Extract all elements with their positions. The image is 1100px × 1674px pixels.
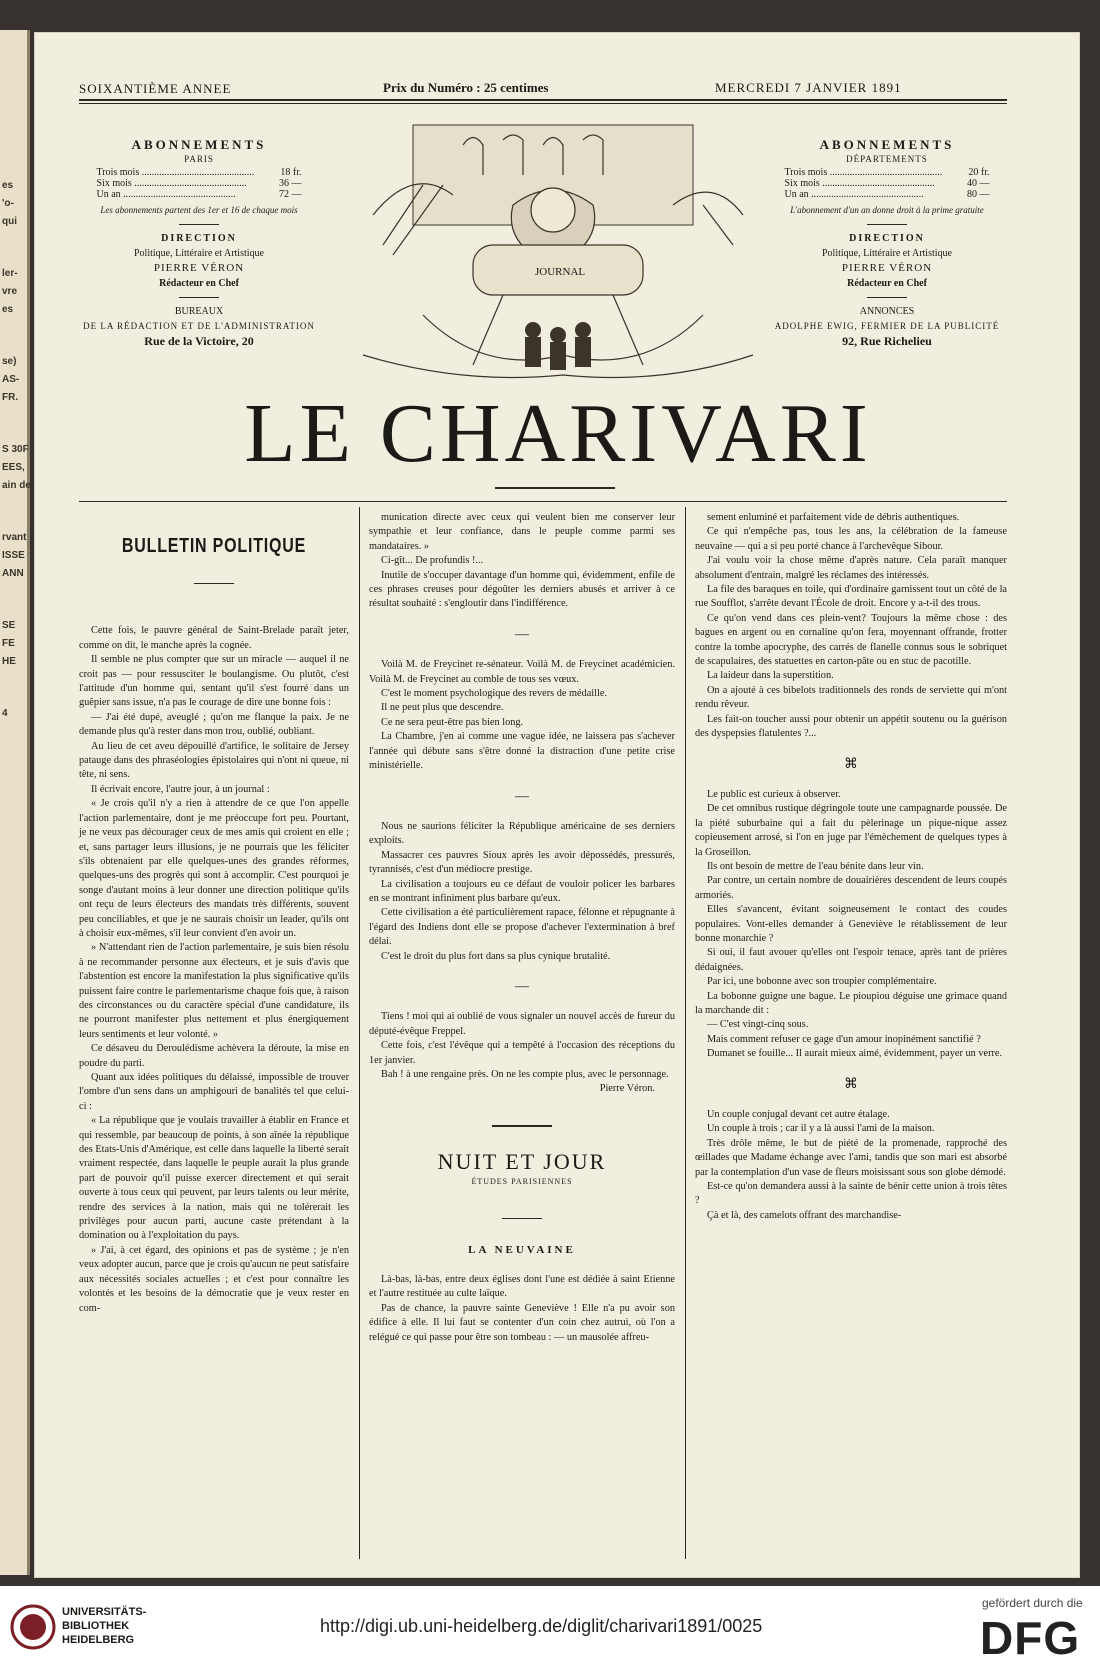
spine-fragment: 4 (2, 708, 8, 719)
signature: Pierre Véron. (599, 1083, 655, 1095)
article-paragraph: Elles s'avancent, évitant soigneusement le contact des coudes populaires. Vont-elles demander à Geneviève le rétablissement de leur bonne monarchie ? (695, 904, 1007, 944)
article-title: LA NEUVAINE (468, 1243, 576, 1256)
article-paragraph: munication directe avec ceux qui veulent bien me conserver leur sympathie et leur confiance, dans le peuple comme parmi ses mandataires. » (369, 512, 675, 552)
left-editor-role: Rédacteur en Chef (159, 278, 239, 289)
spine-fragment: rvant (2, 532, 27, 543)
spine-fragment: SE (2, 620, 16, 631)
right-row-1: Trois mois ..... 20 fr. (785, 167, 990, 178)
left-note: Les abonnements partent des 1er et 16 de chaque mois (100, 205, 298, 215)
left-dir-desc: Politique, Littéraire et Artistique (134, 248, 264, 259)
article-paragraph: Il écrivait encore, l'autre jour, à un journal : (91, 783, 270, 795)
right-address: 92, Rue Richelieu (842, 334, 932, 348)
date-label: MERCREDI 7 JANVIER 1891 (715, 80, 902, 95)
left-bureaux: BUREAUX (174, 306, 224, 317)
article-paragraph: Ils ont besoin de mettre de l'eau bénite dans leur vin. (707, 860, 924, 872)
article-paragraph: C'est le droit du plus fort dans sa plus cynique brutalité. (381, 950, 611, 962)
previous-page-edge (0, 30, 30, 1575)
footer-bar (0, 1586, 1100, 1674)
article-paragraph: Pas de chance, la pauvre sainte Geneviève ! Elle n'a pu avoir son édifice à elle. Il lui faut se contenter d'un coin chez autrui, où l'on a relégué ce qui passe pour être son tombeau : — un mausolée affreu- (369, 1302, 675, 1343)
article-paragraph: Ce ne sera peut-être pas bien long. (381, 716, 524, 728)
university-seal-icon (10, 1604, 56, 1650)
article-paragraph: Ce qu'on vend dans ces plein-vent? Toujours la même chose : des bagues en argent ou en cornaline qu'on fera, moyennant offrande, frotter contre la tombe apocryphe, des carrés de flanelle connus sous le sobriquet de scapulaires, des statuettes en carton-pâte ou en stuc de pacotille. (695, 612, 1007, 668)
spine-fragment: ain de (2, 480, 31, 491)
article-paragraph: Ce désaveu du Deroulédisme achèvera la déroute, la mise en poudre du parti. (79, 1043, 349, 1069)
article-paragraph: Bah ! à une rengaine près. On ne les compte plus, avec le personnage. (381, 1069, 669, 1080)
title-rule (79, 501, 1007, 502)
left-row-3: Un an ..... 72 — (97, 189, 302, 200)
right-abonnements-heading: ABONNEMENTS (819, 137, 955, 152)
article-paragraph: Massacrer ces pauvres Sioux après les avoir dépossédés, pressurés, tyrannisés, c'est d'un médiocre prestige. (369, 849, 675, 876)
spine-fragment: qui (2, 216, 17, 227)
article-paragraph: La civilisation a toujours eu ce défaut de vouloir policer les barbares en se montrant infiniment plus barbare qu'eux. (369, 878, 675, 904)
right-editor-role: Rédacteur en Chef (847, 278, 927, 289)
column-rule-2 (685, 507, 686, 1559)
spine-fragment: es (2, 304, 14, 315)
spine-fragment: ANN (2, 568, 24, 579)
section-star: ⌘ (844, 756, 858, 772)
left-abonnements-sub: PARIS (184, 154, 214, 164)
illustration-label: JOURNAL (535, 266, 586, 278)
column-3 (695, 511, 1007, 1561)
right-note: L'abonnement d'un an donne droit à la prime gratuite (790, 205, 984, 215)
article-paragraph: Inutile de s'occuper davantage d'un homme qui, évidemment, enfile de ces phrases creuses pour dégoûter les derniers abusés et arriver à ce résultat souhaité : s'engloutir dans l'indifférence. (369, 569, 675, 610)
article-paragraph: Il semble ne plus compter que sur un miracle — auquel il ne croit pas — pour ressusciter le boulangisme. Ou plutôt, c'est l'attitude d'un homme qui, sentant qu'il s'est fourré dans un guêpier sans issue, n'a pas le courage de dire une bonne fois : (79, 654, 349, 709)
section-title: NUIT ET JOUR (437, 1148, 607, 1174)
column-2 (369, 511, 675, 1561)
newspaper-title: LE CHARIVARI (244, 387, 872, 480)
article-paragraph: Dumanet se fouille... Il aurait mieux aimé, évidemment, payer un verre. (707, 1048, 1003, 1060)
right-annonces: ANNONCES (859, 306, 915, 317)
article-paragraph: — J'ai été dupé, aveuglé ; qu'on me flanque la paix. Je ne demande plus qu'à rester dans mon trou, oublié, oubliant. (79, 711, 349, 738)
article-paragraph: « La république que je voulais travailler à établir en France et qui ressemble, par beaucoup de points, à son aînée la république des Etats-Unis d'Amérique, est celle dans laquelle la liberté serait vraiment respectée, dans laquelle le peuple aurait la plus grande part de pouvoir qu'il puisse exercer directement et qui serait ouverte à tous ceux qui peuvent, par leurs talents ou leur mérite, rendre des services à la nation, mais qui ne tolérerait les privilèges pour aucun parti, aucune caste prétendant à la domination ou à l'exploitation du pays. (79, 1115, 349, 1242)
spine-fragment: ISSE (2, 550, 25, 561)
masthead-illustration (353, 115, 763, 387)
article-paragraph: Par contre, un certain nombre de douairières descendent de leurs coupés armoriés. (695, 875, 1007, 901)
article-paragraph: Quant aux idées politiques du délaissé, impossible de trouver l'ombre d'un sens dans un amphigouri de banalités tel que celui-ci : (79, 1072, 349, 1112)
right-subscription-box (767, 137, 1007, 349)
top-rule (79, 99, 1007, 101)
section-subtitle: ÉTUDES PARISIENNES (471, 1177, 573, 1187)
left-address: Rue de la Victoire, 20 (144, 334, 254, 348)
article-paragraph: Si oui, il faut avouer qu'elles ont l'espoir tenace, après tant de prières dédaignées. (695, 947, 1007, 973)
divider-rule-2: — (515, 788, 529, 804)
spine-fragment: AS- (2, 374, 20, 385)
column-1 (79, 511, 349, 1561)
year-label: SOIXANTIÈME ANNEE (79, 81, 232, 96)
article-paragraph: Le public est curieux à observer. (707, 788, 841, 800)
article-paragraph: Mais comment refuser ce gage d'un amour inopinément sanctifié ? (707, 1033, 981, 1045)
spine-fragment: FE (2, 638, 15, 649)
spine-fragment: FR. (2, 392, 19, 403)
article-paragraph: Un couple à trois ; car il y a là aussi l'ami de la maison. (707, 1123, 935, 1135)
funded-by: gefördert durch die (982, 1596, 1083, 1610)
article-paragraph: Cette civilisation a été particulièrement rapace, félonne et répugnante à l'égard des Indiens dont elle se propose d'achever l'extermination à bref délai. (369, 907, 675, 948)
library-name-3: HEIDELBERG (62, 1634, 135, 1646)
article-paragraph: La Chambre, j'en ai comme une vague idée, ne laissera pas s'achever l'année qui débute sans s'être donné la distraction d'une petite crise ministérielle. (369, 731, 675, 772)
right-dir-desc: Politique, Littéraire et Artistique (822, 248, 952, 259)
article-paragraph: Voilà M. de Freycinet re-sénateur. Voilà M. de Freycinet académicien. Voilà M. de Freycinet au comble de tous ses vœux. (369, 659, 675, 685)
article-paragraph: Au lieu de cet aveu dépouillé d'artifice, le solitaire de Jersey patauge dans des phraséologies épistolaires qui n'ont ni queue, ni tête, ni sens. (79, 740, 349, 781)
bulletin-heading: BULLETIN POLITIQUE (121, 535, 307, 557)
left-bureaux-desc: DE LA RÉDACTION ET DE L'ADMINISTRATION (83, 321, 315, 331)
left-row-1: Trois mois ..... 18 fr. (97, 167, 302, 178)
spine-fragment: S 30F (2, 444, 29, 455)
left-row-2: Six mois ..... 36 — (97, 178, 302, 189)
spine-fragment: 'o- (2, 198, 14, 209)
left-subscription-box (79, 137, 319, 349)
article-paragraph: — C'est vingt-cinq sous. (707, 1019, 809, 1031)
article-paragraph: Tiens ! moi qui ai oublié de vous signaler un nouvel accès de fureur du député-évêque Freppel. (369, 1011, 675, 1037)
article-paragraph: On a ajouté à ces bibelots traditionnels des ronds de serviette qui m'ont rendu rêveur. (695, 684, 1007, 711)
spine-fragment: vre (2, 286, 18, 297)
article-paragraph: Il ne peut plus que descendre. (381, 702, 504, 714)
column-rule-1 (359, 507, 360, 1559)
right-row-2: Six mois ..... 40 — (785, 178, 990, 189)
spine-fragment: ler- (2, 268, 18, 279)
spine-fragment: EES, (2, 462, 25, 473)
spine-fragment: se) (2, 356, 17, 367)
left-direction: DIRECTION (161, 233, 237, 244)
spine-fragment: HE (2, 656, 16, 667)
article-paragraph: Là-bas, là-bas, entre deux églises dont l'une est dédiée à saint Etienne et l'autre restituée au culte laïque. (369, 1274, 675, 1300)
article-paragraph: C'est le moment psychologique des revers de médaille. (381, 688, 608, 700)
article-paragraph: Est-ce qu'on demandera aussi à la sainte de bénir cette union à trois têtes ? (695, 1181, 1007, 1207)
article-paragraph: Un couple conjugal devant cet autre étalage. (707, 1109, 890, 1121)
library-name-1: UNIVERSITÄTS- (62, 1606, 147, 1618)
article-paragraph: Les fait-on toucher aussi pour obtenir un appétit soutenu ou la guérison des dyspepsies flatulentes ?... (695, 713, 1007, 740)
article-paragraph: La laideur dans la superstition. (707, 670, 834, 682)
article-paragraph: » J'ai, à cet égard, des opinions et pas de système ; je n'en veux adopter aucun, parce que je crois qu'aucun ne peut satisfaire aux nécessités sociales actuelles ; et c'est pour connaître les volontés et les besoins de la démocratie que je veux rester en com- (79, 1244, 349, 1314)
left-abonnements-heading: ABONNEMENTS (131, 137, 267, 152)
dfg-logo: DFG (980, 1612, 1081, 1664)
right-abonnements-sub: DÉPARTEMENTS (846, 154, 928, 164)
article-paragraph: Cette fois, c'est l'évêque qui a tempêté à l'occasion des réceptions du 1er janvier. (369, 1040, 675, 1066)
spine-fragment: es (2, 180, 14, 191)
article-paragraph: Très drôle même, le but de piété de la promenade, rapproché des œillades que Madame échange avec l'ami, tandis que son mari est absorbé par la contemplation d'un vase de fleurs moisissant sous son globe démodé. (695, 1137, 1007, 1178)
right-editor: PIERRE VÉRON (841, 262, 933, 274)
newspaper-page (34, 32, 1080, 1578)
divider-rule-3: — (515, 978, 529, 994)
right-direction: DIRECTION (849, 233, 925, 244)
right-annonces-desc: ADOLPHE EWIG, FERMIER DE LA PUBLICITÉ (774, 321, 1000, 331)
right-row-3: Un an ..... 80 — (785, 189, 990, 200)
title-ornament (495, 487, 615, 489)
article-paragraph: Ci-gît... De profundis !... (381, 555, 484, 567)
article-paragraph: Par ici, une bobonne avec son troupier complémentaire. (707, 976, 937, 988)
article-paragraph: « Je crois qu'il n'y a rien à attendre de ce que l'on appelle l'action parlementaire, dont je me préoccupe fort peu. Pourtant, je ne veux pas décourager ceux de mes amis qui croient en elle ; et, sans partager leurs illusions, je ne pourrais que les féliciter s'ils obtenaient par elle quelques-unes des grandes réformes, quelques-uns des progrès qui sont à accomplir. C'est pourquoi je songe d'autant moins à leur donner une direction politique qu'ils ont reçu de leurs électeurs des mandats très différents, souvent peu conciliables, et que je ne saurais choisir un leader, qu'ils ont à choisir eux-mêmes, s'il leur convient d'en avoir un. (79, 798, 349, 939)
article-paragraph: sement enluminé et parfaitement vide de débris authentiques. (707, 512, 960, 523)
article-paragraph: Nous ne saurions féliciter la République américaine de ses derniers exploits. (369, 820, 675, 847)
article-paragraph: Ce qui n'empêche pas, tous les ans, la célébration de la fameuse neuvaine — qui a si peu porté chance à l'archevêque Sibour. (695, 526, 1007, 552)
article-paragraph: J'ai voulu voir la chose même d'après nature. Cela paraît manquer absolument d'entrain, malgré les réclames des intéressés. (695, 555, 1007, 581)
article-paragraph: La file des baraques en toile, qui d'ordinaire garnissent tout un côté de la rue Soufflot, s'arrête devant l'École de droit. Encore y a-t-il des trous. (695, 584, 1007, 610)
article-paragraph: » N'attendant rien de l'action parlementaire, je suis bien résolu à ne recommander personne aux électeurs, et je suis d'avis que l'abstention est encore la manifestation la plus significative qu'ils puissent faire contre le parlementarisme chaque fois que, à raison des circonstances ou du caractère spécial d'une candidature, ils ne pourront manifester plus nettement et plus énergiquement leurs sentiments et leur volonté. » (79, 942, 349, 1040)
section-star-2: ⌘ (844, 1076, 858, 1092)
source-url[interactable]: http://digi.ub.uni-heidelberg.de/diglit/charivari1891/0025 (320, 1616, 763, 1636)
library-name-2: BIBLIOTHEK (62, 1620, 130, 1632)
article-paragraph: De cet omnibus rustique dégringole toute une campagnarde poussée. De la piété suburbaine qui a fait du pèlerinage un pique-nique assez copieusement arrosé, si l'on en juge par l'émèchement de quelques types à la Groseillon. (695, 803, 1007, 858)
article-paragraph: Çà et là, des camelots offrant des marchandise- (707, 1209, 902, 1221)
divider-rule: — (515, 626, 529, 642)
article-paragraph: La bobonne guigne une bague. Le pioupiou déguise une grimace quand la marchande dit : (695, 990, 1007, 1016)
price-label: Prix du Numéro : 25 centimes (383, 80, 549, 95)
top-rule-thin (79, 103, 1007, 104)
article-paragraph: Cette fois, le pauvre général de Saint-Brelade paraît jeter, comme on dit, le manche après la cognée. (79, 625, 349, 651)
left-editor: PIERRE VÉRON (153, 262, 245, 274)
